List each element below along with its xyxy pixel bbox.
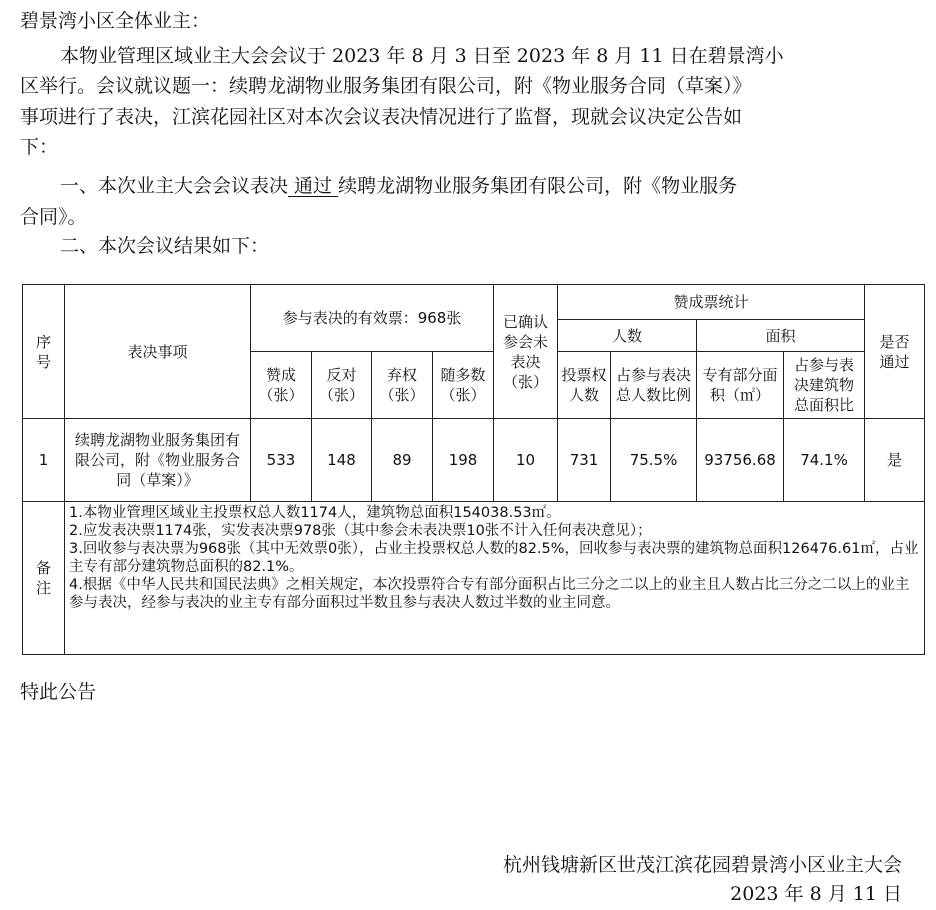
header-voting-persons: 投票权人数 <box>558 352 611 419</box>
paragraph-line: 本物业管理区域业主大会会议于 2023 年 8 月 3 日至 2023 年 8 月 11 日在碧景湾小 <box>60 45 784 67</box>
cell-passed: 是 <box>865 419 925 502</box>
item-1-result: 通过 <box>288 175 339 197</box>
cell-seq: 1 <box>23 419 65 502</box>
cell-matter: 续聘龙湖物业服务集团有限公司，附《物业服务合同（草案）》 <box>65 419 251 502</box>
header-approval-stats: 赞成票统计 <box>558 285 865 320</box>
paragraph-line: 事项进行了表决，江滨花园社区对本次会议表决情况进行了监督，现就会议决定公告如 <box>20 106 743 128</box>
notice-salutation: 碧景湾小区全体业主： <box>20 10 211 32</box>
header-area-ratio: 占参与表决建筑物总面积比 <box>784 352 865 419</box>
item-1-suffix: 续聘龙湖物业服务集团有限公司，附《物业服务 <box>338 175 738 197</box>
paragraph-line: 区举行。会议就议题一：续聘龙湖物业服务集团有限公司，附《物业服务合同（草案）》 <box>20 75 752 97</box>
header-persons-ratio: 占参与表决总人数比例 <box>611 352 697 419</box>
resolution-item-1 <box>60 173 737 199</box>
header-passed: 是否通过 <box>865 285 925 419</box>
header-seq: 序号 <box>23 285 65 419</box>
signature-org: 杭州钱塘新区世茂江滨花园碧景湾小区业主大会 <box>502 854 902 876</box>
voting-results-table <box>22 284 925 655</box>
header-exclusive-area: 专有部分面积（㎡） <box>697 352 784 419</box>
header-persons: 人数 <box>558 320 697 352</box>
cell-against: 148 <box>312 419 372 502</box>
remark-line: 4.根据《中华人民共和国民法典》之相关规定，本次投票符合专有部分面积占比三分之二以上的业主且人数占比三分之二以上的业主参与表决，经参与表决的业主专有部分面积过半数且参与表决人数过半数的业主同意。 <box>69 577 910 611</box>
item-1-prefix: 一、本次业主大会会议表决 <box>60 175 289 197</box>
cell-exclusive-area: 93756.68 <box>697 419 784 502</box>
cell-area-ratio: 74.1% <box>784 419 865 502</box>
header-abstain: 弃权（张） <box>372 352 433 419</box>
header-area: 面积 <box>697 320 865 352</box>
resolution-item-1-continued: 合同》。 <box>20 206 87 228</box>
remarks-label: 备注 <box>23 502 65 655</box>
remarks-content <box>65 502 925 655</box>
paragraph-line: 下： <box>20 136 59 158</box>
cell-abstain: 89 <box>372 419 433 502</box>
remark-line: 2.应发表决票1174张，实发表决票978张（其中参会未表决票10张不计入任何表决意见）； <box>69 523 652 539</box>
header-confirmed-absent: 已确认参会未表决（张） <box>494 285 558 419</box>
remark-line: 1.本物业管理区域业主投票权总人数1174人，建筑物总面积154038.53㎡。 <box>69 505 561 521</box>
cell-follow-majority: 198 <box>433 419 494 502</box>
header-favor: 赞成（张） <box>251 352 312 419</box>
header-valid-votes: 参与表决的有效票：968张 <box>251 285 494 352</box>
resolution-item-2: 二、本次会议结果如下： <box>60 235 270 257</box>
cell-confirmed-absent: 10 <box>494 419 558 502</box>
cell-favor: 533 <box>251 419 312 502</box>
signature-date: 2023 年 8 月 11 日 <box>730 883 902 905</box>
cell-persons-ratio: 75.5% <box>611 419 697 502</box>
header-against: 反对（张） <box>312 352 372 419</box>
cell-voting-persons: 731 <box>558 419 611 502</box>
closing-statement: 特此公告 <box>20 681 97 703</box>
header-matter: 表决事项 <box>65 285 251 419</box>
header-follow-majority: 随多数（张） <box>433 352 494 419</box>
remark-line: 3.回收参与表决票为968张（其中无效票0张），占业主投票权总人数的82.5%，回收参与表决票的建筑物总面积126476.61㎡，占业主专有部分建筑物总面积的82.1%。 <box>69 541 919 575</box>
